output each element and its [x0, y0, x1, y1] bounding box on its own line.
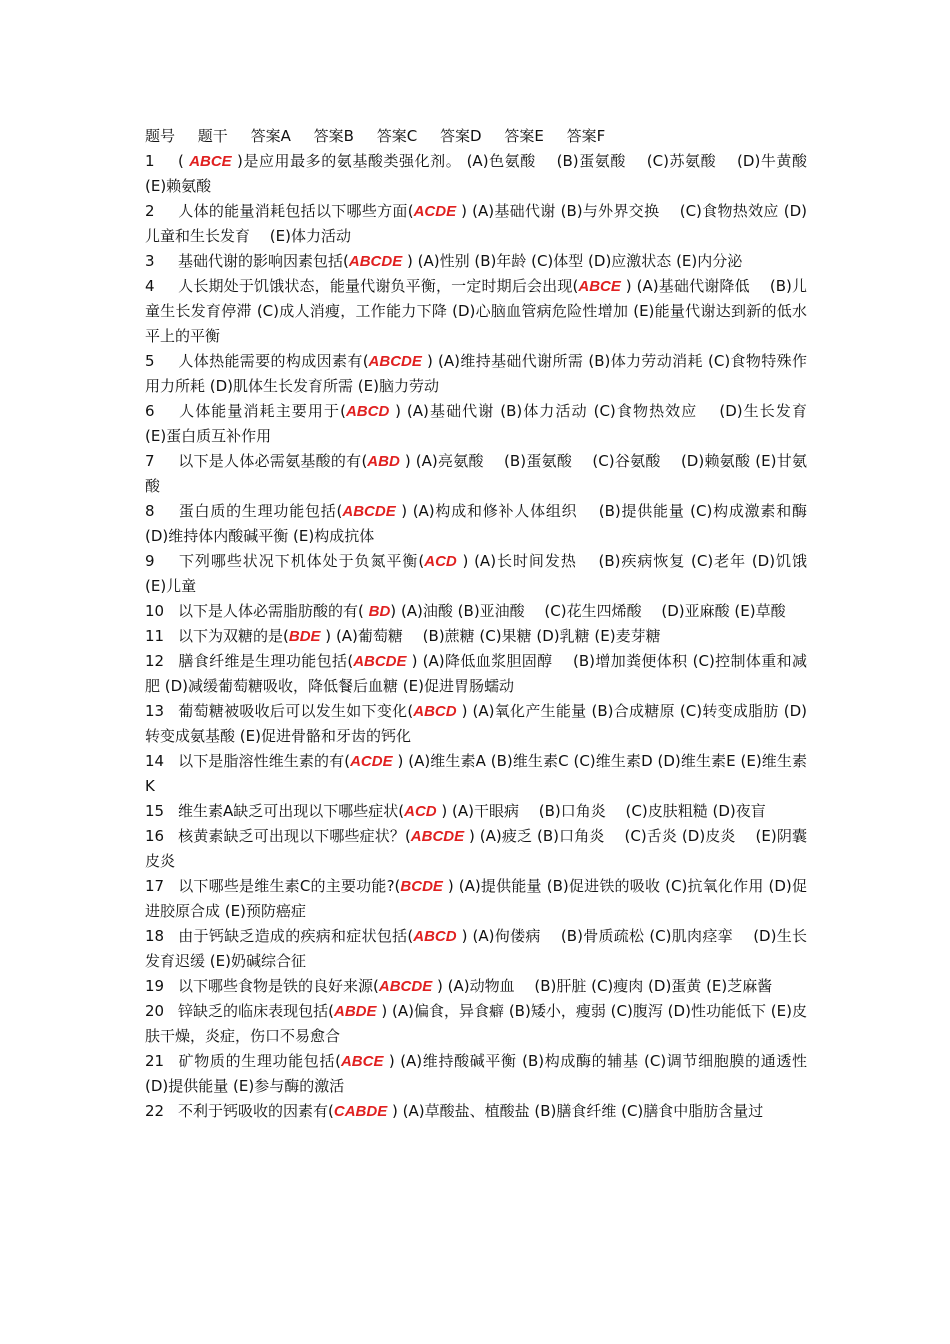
question-stem-end: ) — [389, 402, 402, 420]
answer-key: ABCDE — [342, 503, 396, 520]
header-answer-d: 答案D — [439, 127, 482, 145]
question-number: 1 — [145, 152, 155, 170]
header-answer-c: 答案C — [376, 127, 418, 145]
question-item — [145, 274, 807, 349]
question-number: 19 — [145, 977, 165, 995]
question-item — [145, 249, 807, 274]
question-stem-start: 下列哪些状况下机体处于负氮平衡( — [178, 552, 425, 570]
question-item — [145, 824, 807, 874]
answer-key: ACD — [404, 803, 437, 820]
answer-key: ACDE — [413, 203, 457, 220]
question-stem-end: ) — [376, 1002, 388, 1020]
question-stem-end: ) — [620, 277, 632, 295]
header-number: 题号 — [145, 127, 176, 145]
question-stem-start: 锌缺乏的临床表现包括( — [178, 1002, 335, 1020]
question-options: (A)维持酸碱平衡 (B)构成酶的辅基 (C)调节细胞膜的通透性 (D)提供能量 (E)参与酶的激活 — [145, 1052, 808, 1095]
header-stem: 题干 — [197, 127, 228, 145]
question-number: 4 — [145, 277, 155, 295]
answer-key: ABCDE — [353, 653, 407, 670]
answer-key: ABCD — [413, 928, 457, 945]
question-stem-end: ) — [383, 1052, 395, 1070]
question-stem-end: )是应用最多的氨基酸类强化剂。 — [231, 152, 462, 170]
question-item — [145, 1049, 807, 1099]
question-number: 9 — [145, 552, 155, 570]
question-stem-end: ) — [390, 602, 397, 620]
question-stem-start: 人长期处于饥饿状态，能量代谢负平衡，一定时期后会出现( — [178, 277, 579, 295]
question-item — [145, 199, 807, 249]
question-number: 2 — [145, 202, 155, 220]
question-options: (A)色氨酸 (B)蛋氨酸 (C)苏氨酸 (D)牛黄酸 (E)赖氨酸 — [145, 152, 823, 195]
question-stem-start: 核黄素缺乏可出现以下哪些症状？( — [178, 827, 411, 845]
question-stem-start: 人体热能需要的构成因素有( — [178, 352, 369, 370]
header-answer-b: 答案B — [313, 127, 354, 145]
answer-key: ABCDE — [368, 353, 422, 370]
question-options: (A)长时间发热 (B)疾病恢复 (C)老年 (D)饥饿 (E)儿童 — [145, 552, 827, 595]
question-item — [145, 974, 807, 999]
question-options: (A)氧化产生能量 (B)合成糖原 (C)转变成脂肪 (D)转变成氨基酸 (E)促进骨骼和牙齿的钙化 — [145, 702, 807, 745]
question-item — [145, 999, 807, 1049]
question-stem-start: 维生素A缺乏可出现以下哪些症状( — [178, 802, 405, 820]
question-stem-end: ) — [402, 252, 413, 270]
question-item — [145, 749, 807, 799]
table-header — [145, 124, 807, 149]
question-options: (A)基础代谢 (B)与外界交换 (C)食物热效应 (D)儿童和生长发育 (E)体力活动 — [145, 202, 807, 245]
question-stem-end: ) — [432, 977, 443, 995]
question-options: (A)维持基础代谢所需 (B)体力劳动消耗 (C)食物特殊作用力所耗 (D)肌体生长发育所需 (E)脑力劳动 — [145, 352, 807, 395]
question-number: 17 — [145, 877, 165, 895]
question-stem-end: ) — [456, 702, 468, 720]
question-stem-start: 人体能量消耗主要用于( — [178, 402, 346, 420]
question-stem-end: ) — [456, 552, 469, 570]
question-item — [145, 349, 807, 399]
question-number: 15 — [145, 802, 165, 820]
answer-key: CABDE — [333, 1103, 388, 1120]
question-stem-start: 人体的能量消耗包括以下哪些方面( — [178, 202, 414, 220]
question-options: (A)动物血 (B)肝脏 (C)瘦肉 (D)蛋黄 (E)芝麻酱 — [447, 977, 773, 995]
question-stem-end: ) — [456, 202, 468, 220]
question-stem-start: 矿物质的生理功能包括( — [178, 1052, 341, 1070]
question-number: 12 — [145, 652, 165, 670]
header-answer-a: 答案A — [250, 127, 291, 145]
question-item — [145, 874, 807, 924]
question-options: (A)偏食，异食癖 (B)矮小，瘦弱 (C)腹泻 (D)性功能低下 (E)皮肤干燥，炎症，伤口不易愈合 — [145, 1002, 807, 1045]
question-stem-start: 以下哪些是维生素C的主要功能?( — [178, 877, 401, 895]
question-stem-end: ) — [392, 752, 404, 770]
question-options: (A)草酸盐、植酸盐 (B)膳食纤维 (C)膳食中脂肪含量过 — [402, 1102, 764, 1120]
question-number: 16 — [145, 827, 165, 845]
answer-key: BCDE — [400, 878, 443, 895]
answer-key: ABCDE — [348, 253, 403, 270]
question-stem-end: ) — [320, 627, 332, 645]
question-number: 11 — [145, 627, 165, 645]
question-options: (A)干眼病 (B)口角炎 (C)皮肤粗糙 (D)夜盲 — [452, 802, 766, 820]
question-stem-start: 以下是人体必需脂肪酸的有( — [178, 602, 369, 620]
question-item — [145, 499, 827, 549]
header-answer-e: 答案E — [504, 127, 544, 145]
question-stem-end: ) — [456, 927, 468, 945]
question-options: (A)油酸 (B)亚油酸 (C)花生四烯酸 (D)亚麻酸 (E)草酸 — [400, 602, 786, 620]
question-stem-start: 以下哪些食物是铁的良好来源( — [178, 977, 379, 995]
question-options: (A)疲乏 (B)口角炎 (C)舌炎 (D)皮炎 (E)阴囊皮炎 — [145, 827, 807, 870]
answer-key: ABCE — [340, 1053, 384, 1070]
question-options: (A)葡萄糖 (B)蔗糖 (C)果糖 (D)乳糖 (E)麦芽糖 — [335, 627, 661, 645]
answer-key: ABDE — [334, 1003, 377, 1020]
question-item — [145, 399, 827, 449]
question-options: (A)维生素A (B)维生素C (C)维生素D (D)维生素E (E)维生素K — [145, 752, 807, 795]
question-number: 5 — [145, 352, 155, 370]
answer-key: ABCDE — [378, 978, 433, 995]
question-item — [145, 924, 807, 974]
question-item — [145, 1099, 807, 1124]
answer-key: ABCE — [578, 278, 621, 295]
question-options: (A)基础代谢 (B)体力活动 (C)食物热效应 (D)生长发育 (E)蛋白质互补作用 — [145, 402, 827, 445]
question-stem-start: 以下是脂溶性维生素的有( — [178, 752, 351, 770]
question-item — [145, 599, 807, 624]
question-stem-end: ) — [399, 452, 411, 470]
question-options: (A)降低血浆胆固醇 (B)增加粪便体积 (C)控制体重和减肥 (D)减缓葡萄糖吸收，降低餐后血糖 (E)促进胃肠蠕动 — [145, 652, 807, 695]
answer-key: ABCDE — [410, 828, 465, 845]
question-stem-start: 以下为双糖的是( — [178, 627, 289, 645]
question-stem-start: 膳食纤维是生理功能包括( — [178, 652, 354, 670]
question-stem-end: ) — [421, 352, 433, 370]
answer-key: ABCD — [413, 703, 457, 720]
question-options: (A)构成和修补人体组织 (B)提供能量 (C)构成激素和酶 (D)维持体内酸碱平衡 (E)构成抗体 — [145, 502, 827, 545]
question-item — [145, 549, 827, 599]
question-stem-start: 葡萄糖被吸收后可以发生如下变化( — [178, 702, 414, 720]
question-options: (A)亮氨酸 (B)蛋氨酸 (C)谷氨酸 (D)赖氨酸 (E)甘氨酸 — [145, 452, 807, 495]
question-number: 22 — [145, 1102, 165, 1120]
question-number: 10 — [145, 602, 165, 620]
question-options: (A)性别 (B)年龄 (C)体型 (D)应激状态 (E)内分泌 — [417, 252, 743, 270]
document-page — [145, 124, 827, 1124]
question-stem-end: ) — [464, 827, 475, 845]
question-stem-start: 不利于钙吸收的因素有( — [178, 1102, 334, 1120]
answer-key: ABCE — [189, 153, 232, 170]
question-stem-end: ) — [406, 652, 418, 670]
question-number: 3 — [145, 252, 155, 270]
answer-key: ABCD — [345, 403, 390, 420]
question-item — [145, 624, 807, 649]
question-number: 8 — [145, 502, 155, 520]
question-number: 7 — [145, 452, 155, 470]
header-answer-f: 答案F — [566, 127, 606, 145]
question-number: 14 — [145, 752, 165, 770]
question-item — [145, 799, 807, 824]
question-stem-start: 由于钙缺乏造成的疾病和症状包括( — [178, 927, 414, 945]
question-list — [145, 149, 827, 1124]
question-stem-start: 基础代谢的影响因素包括( — [178, 252, 349, 270]
question-stem-end: ) — [442, 877, 454, 895]
answer-key: ACDE — [350, 753, 393, 770]
question-options: (A)基础代谢降低 (B)儿童生长发育停滞 (C)成人消瘦，工作能力下降 (D)心脑血管病危险性增加 (E)能量代谢达到新的低水平上的平衡 — [145, 277, 808, 345]
question-item — [145, 699, 807, 749]
question-number: 18 — [145, 927, 165, 945]
question-item — [145, 649, 807, 699]
question-stem-end: ) — [395, 502, 408, 520]
question-item — [145, 449, 807, 499]
answer-key: BD — [368, 603, 391, 620]
question-stem-end: ) — [436, 802, 448, 820]
answer-key: BDE — [288, 628, 321, 645]
question-number: 20 — [145, 1002, 165, 1020]
question-stem-start: ( — [178, 152, 190, 170]
question-stem-start: 蛋白质的生理功能包括( — [178, 502, 343, 520]
question-number: 6 — [145, 402, 155, 420]
question-options: (A)佝偻病 (B)骨质疏松 (C)肌肉痉挛 (D)生长发育迟缓 (E)奶碱综合征 — [145, 927, 807, 970]
answer-key: ABD — [367, 453, 400, 470]
question-stem-end: ) — [387, 1102, 398, 1120]
answer-key: ACD — [424, 553, 457, 570]
question-stem-start: 以下是人体必需氨基酸的有( — [178, 452, 368, 470]
question-number: 13 — [145, 702, 165, 720]
question-options: (A)提供能量 (B)促进铁的吸收 (C)抗氧化作用 (D)促进胶原合成 (E)预防癌症 — [145, 877, 807, 920]
question-item — [145, 149, 823, 199]
question-number: 21 — [145, 1052, 165, 1070]
